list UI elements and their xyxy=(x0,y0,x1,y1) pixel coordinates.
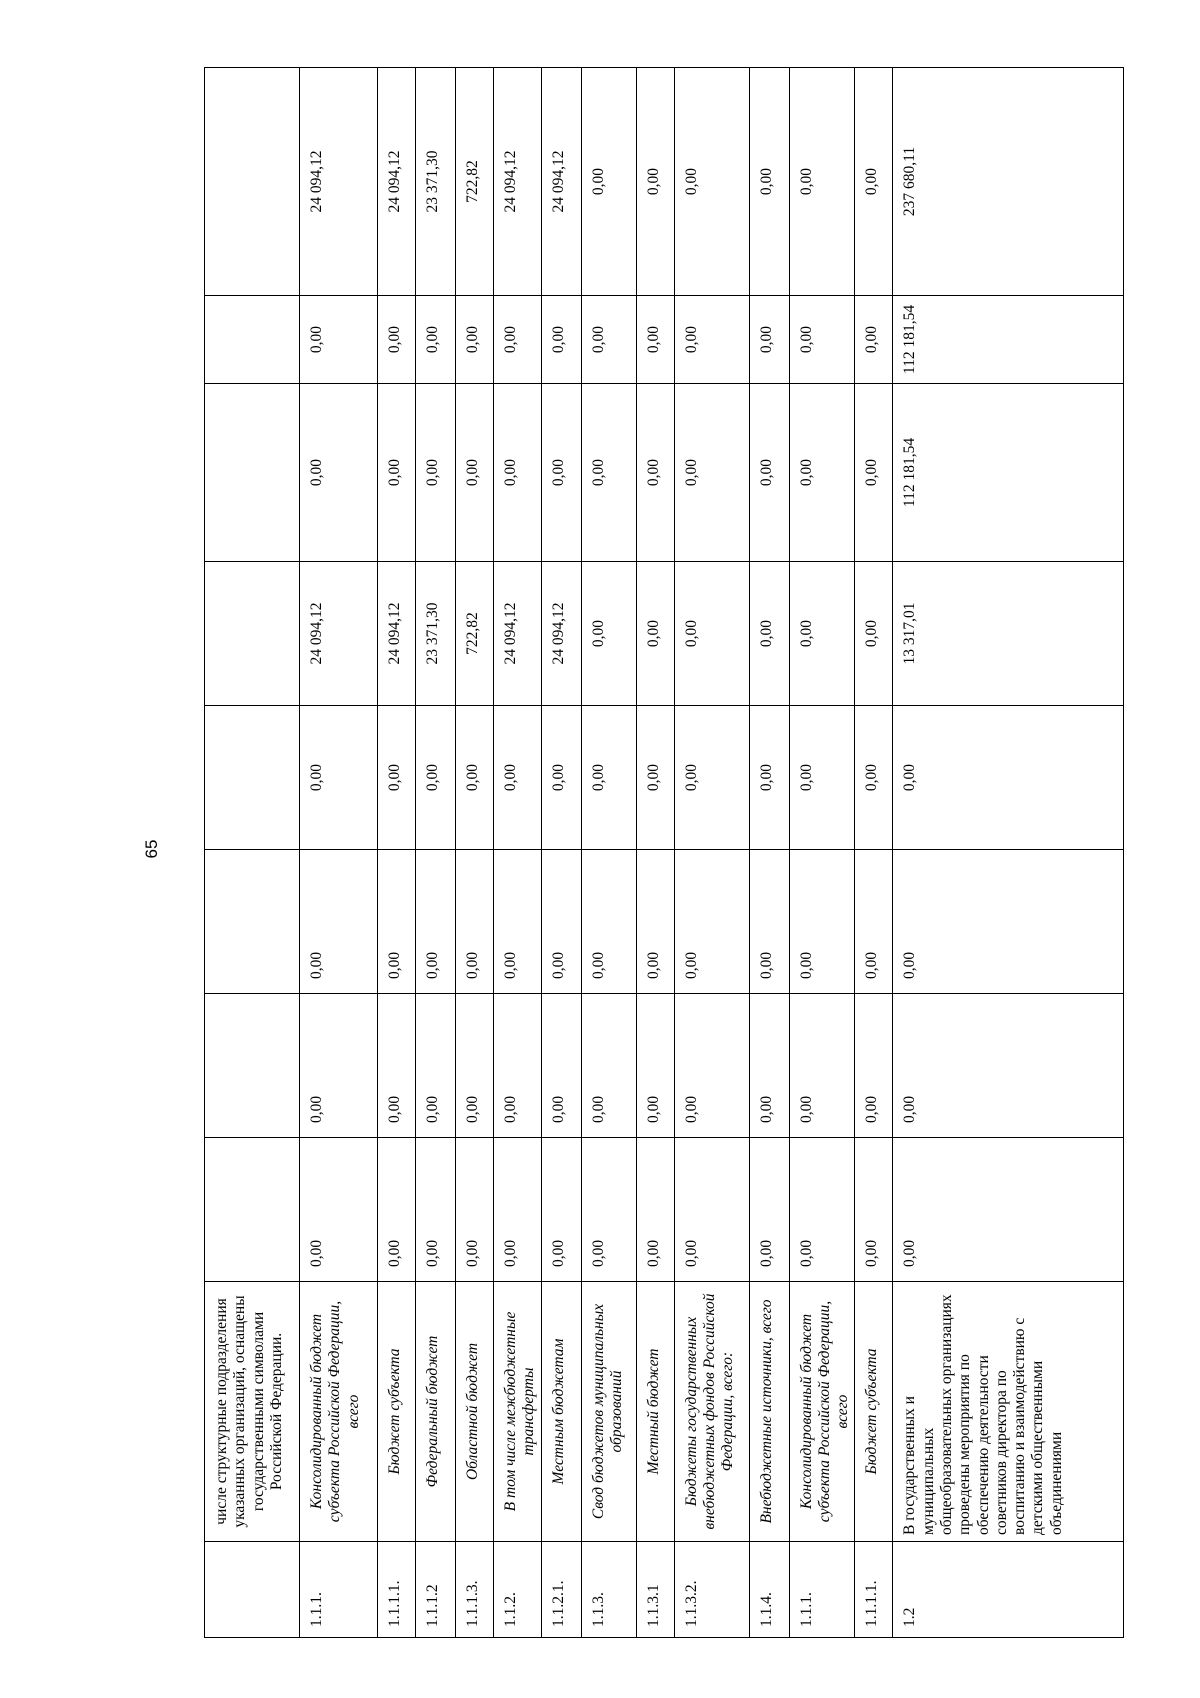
value-cell: 0,00 xyxy=(855,1138,893,1282)
value-cell: 0,00 xyxy=(456,706,494,850)
value-cell: 24 094,12 xyxy=(300,68,378,296)
table-row xyxy=(541,68,581,1638)
value-cell: 0,00 xyxy=(456,296,494,384)
value-cell: 0,00 xyxy=(378,1138,416,1282)
value-cell: 0,00 xyxy=(855,562,893,706)
value-cell: 0,00 xyxy=(855,994,893,1138)
value-cell xyxy=(205,384,300,562)
row-description: Бюджет субъекта xyxy=(378,1282,416,1542)
value-cell: 0,00 xyxy=(456,850,494,994)
value-cell: 0,00 xyxy=(300,296,378,384)
value-cell: 0,00 xyxy=(855,384,893,562)
table-row xyxy=(789,68,855,1638)
value-cell: 0,00 xyxy=(749,706,789,850)
budget-table xyxy=(204,67,1124,1638)
value-cell: 0,00 xyxy=(456,384,494,562)
value-cell: 0,00 xyxy=(581,296,636,384)
value-cell: 0,00 xyxy=(416,994,456,1138)
table-row xyxy=(416,68,456,1638)
table-row xyxy=(581,68,636,1638)
value-cell: 0,00 xyxy=(581,850,636,994)
value-cell: 0,00 xyxy=(494,994,542,1138)
row-code: 1.2 xyxy=(893,1542,1124,1638)
value-cell xyxy=(205,1138,300,1282)
value-cell: 0,00 xyxy=(636,706,674,850)
value-cell: 0,00 xyxy=(789,994,855,1138)
value-cell: 0,00 xyxy=(789,68,855,296)
row-code xyxy=(205,1542,300,1638)
value-cell: 0,00 xyxy=(300,384,378,562)
value-cell: 722,82 xyxy=(456,562,494,706)
value-cell: 112 181,54 xyxy=(893,384,1124,562)
value-cell: 0,00 xyxy=(378,296,416,384)
row-description: числе структурные подразделения указанных организаций, оснащены государственными символами Российской Федерации. xyxy=(205,1282,300,1542)
value-cell: 24 094,12 xyxy=(378,68,416,296)
row-description: Консолидированный бюджет субъекта Российской Федерации, всего xyxy=(789,1282,855,1542)
value-cell: 0,00 xyxy=(789,384,855,562)
value-cell: 0,00 xyxy=(749,384,789,562)
value-cell: 0,00 xyxy=(541,384,581,562)
value-cell: 0,00 xyxy=(494,1138,542,1282)
value-cell: 0,00 xyxy=(893,850,1124,994)
table-row xyxy=(456,68,494,1638)
value-cell: 0,00 xyxy=(541,850,581,994)
value-cell: 0,00 xyxy=(378,706,416,850)
value-cell: 23 371,30 xyxy=(416,562,456,706)
value-cell: 0,00 xyxy=(456,1138,494,1282)
row-code: 1.1.1. xyxy=(789,1542,855,1638)
row-description: Свод бюджетов муниципальных образований xyxy=(581,1282,636,1542)
value-cell: 23 371,30 xyxy=(416,68,456,296)
value-cell: 0,00 xyxy=(416,1138,456,1282)
value-cell: 13 317,01 xyxy=(893,562,1124,706)
value-cell: 24 094,12 xyxy=(378,562,416,706)
value-cell: 0,00 xyxy=(636,68,674,296)
value-cell: 0,00 xyxy=(893,706,1124,850)
value-cell xyxy=(205,562,300,706)
value-cell: 0,00 xyxy=(789,562,855,706)
value-cell: 0,00 xyxy=(855,850,893,994)
value-cell: 24 094,12 xyxy=(494,562,542,706)
value-cell xyxy=(205,994,300,1138)
value-cell: 0,00 xyxy=(636,994,674,1138)
value-cell: 24 094,12 xyxy=(541,68,581,296)
value-cell: 0,00 xyxy=(674,384,749,562)
value-cell: 0,00 xyxy=(674,68,749,296)
value-cell xyxy=(205,706,300,850)
row-code: 1.1.1.1. xyxy=(378,1542,416,1638)
value-cell xyxy=(205,68,300,296)
row-description: Местным бюджетам xyxy=(541,1282,581,1542)
value-cell: 24 094,12 xyxy=(494,68,542,296)
row-code: 1.1.3.2. xyxy=(674,1542,749,1638)
value-cell: 0,00 xyxy=(300,706,378,850)
value-cell: 0,00 xyxy=(789,850,855,994)
row-description: В государственных и муниципальных общеобразовательных организациях проведены мероприятия по обеспечению деятельности советников директора по воспитанию и взаимодействию с детскими общественными объединениями xyxy=(893,1282,1124,1542)
value-cell: 0,00 xyxy=(494,850,542,994)
value-cell: 0,00 xyxy=(416,296,456,384)
row-code: 1.1.1.3. xyxy=(456,1542,494,1638)
value-cell: 0,00 xyxy=(636,562,674,706)
value-cell: 24 094,12 xyxy=(300,562,378,706)
value-cell: 0,00 xyxy=(416,850,456,994)
value-cell: 0,00 xyxy=(636,296,674,384)
value-cell: 0,00 xyxy=(855,706,893,850)
table-row xyxy=(378,68,416,1638)
value-cell: 0,00 xyxy=(378,850,416,994)
value-cell: 0,00 xyxy=(789,1138,855,1282)
page-number: 65 xyxy=(142,839,161,859)
value-cell: 0,00 xyxy=(494,384,542,562)
value-cell: 0,00 xyxy=(855,296,893,384)
value-cell: 0,00 xyxy=(300,1138,378,1282)
value-cell: 0,00 xyxy=(456,994,494,1138)
value-cell: 0,00 xyxy=(749,994,789,1138)
value-cell: 0,00 xyxy=(378,994,416,1138)
value-cell: 0,00 xyxy=(749,296,789,384)
row-code: 1.1.3.1 xyxy=(636,1542,674,1638)
row-description: Бюджеты государственных внебюджетных фондов Российской Федерации, всего: xyxy=(674,1282,749,1542)
value-cell: 0,00 xyxy=(789,296,855,384)
value-cell: 0,00 xyxy=(674,562,749,706)
row-code: 1.1.2.1. xyxy=(541,1542,581,1638)
value-cell: 0,00 xyxy=(581,706,636,850)
value-cell: 722,82 xyxy=(456,68,494,296)
value-cell: 0,00 xyxy=(636,384,674,562)
value-cell: 0,00 xyxy=(749,68,789,296)
value-cell: 0,00 xyxy=(541,706,581,850)
value-cell: 112 181,54 xyxy=(893,296,1124,384)
value-cell: 237 680,11 xyxy=(893,68,1124,296)
row-code: 1.1.3. xyxy=(581,1542,636,1638)
value-cell: 0,00 xyxy=(541,296,581,384)
value-cell: 0,00 xyxy=(378,384,416,562)
value-cell: 0,00 xyxy=(636,1138,674,1282)
table-row xyxy=(205,68,300,1638)
value-cell: 0,00 xyxy=(674,994,749,1138)
value-cell: 0,00 xyxy=(581,1138,636,1282)
value-cell: 0,00 xyxy=(300,994,378,1138)
table-row xyxy=(300,68,378,1638)
value-cell xyxy=(205,850,300,994)
value-cell: 0,00 xyxy=(674,296,749,384)
value-cell: 0,00 xyxy=(300,850,378,994)
table-row xyxy=(636,68,674,1638)
value-cell: 0,00 xyxy=(581,68,636,296)
value-cell: 0,00 xyxy=(494,706,542,850)
row-description: Местный бюджет xyxy=(636,1282,674,1542)
row-code: 1.1.1.1. xyxy=(855,1542,893,1638)
table-row xyxy=(749,68,789,1638)
table-row xyxy=(494,68,542,1638)
value-cell: 0,00 xyxy=(541,1138,581,1282)
row-description: Консолидированный бюджет субъекта Российской Федерации, всего xyxy=(300,1282,378,1542)
table-row xyxy=(855,68,893,1638)
value-cell: 0,00 xyxy=(789,706,855,850)
value-cell: 0,00 xyxy=(581,994,636,1138)
row-description: Федеральный бюджет xyxy=(416,1282,456,1542)
value-cell: 0,00 xyxy=(749,1138,789,1282)
value-cell: 0,00 xyxy=(636,850,674,994)
table-body xyxy=(205,68,1124,1638)
value-cell: 0,00 xyxy=(893,994,1124,1138)
value-cell: 0,00 xyxy=(749,850,789,994)
value-cell: 0,00 xyxy=(494,296,542,384)
value-cell: 0,00 xyxy=(416,706,456,850)
row-description: Бюджет субъекта xyxy=(855,1282,893,1542)
row-code: 1.1.1. xyxy=(300,1542,378,1638)
row-description: Областной бюджет xyxy=(456,1282,494,1542)
row-description: Внебюджетные источники, всего xyxy=(749,1282,789,1542)
table-row xyxy=(893,68,1124,1638)
value-cell: 0,00 xyxy=(581,384,636,562)
value-cell: 0,00 xyxy=(855,68,893,296)
value-cell xyxy=(205,296,300,384)
value-cell: 0,00 xyxy=(581,562,636,706)
value-cell: 0,00 xyxy=(541,994,581,1138)
value-cell: 0,00 xyxy=(893,1138,1124,1282)
row-code: 1.1.1.2 xyxy=(416,1542,456,1638)
table-row xyxy=(674,68,749,1638)
row-code: 1.1.2. xyxy=(494,1542,542,1638)
rotated-table-wrapper xyxy=(204,68,1110,1638)
value-cell: 0,00 xyxy=(674,850,749,994)
value-cell: 24 094,12 xyxy=(541,562,581,706)
row-description: В том числе межбюджетные трансферты xyxy=(494,1282,542,1542)
value-cell: 0,00 xyxy=(674,1138,749,1282)
value-cell: 0,00 xyxy=(749,562,789,706)
row-code: 1.1.4. xyxy=(749,1542,789,1638)
value-cell: 0,00 xyxy=(674,706,749,850)
value-cell: 0,00 xyxy=(416,384,456,562)
